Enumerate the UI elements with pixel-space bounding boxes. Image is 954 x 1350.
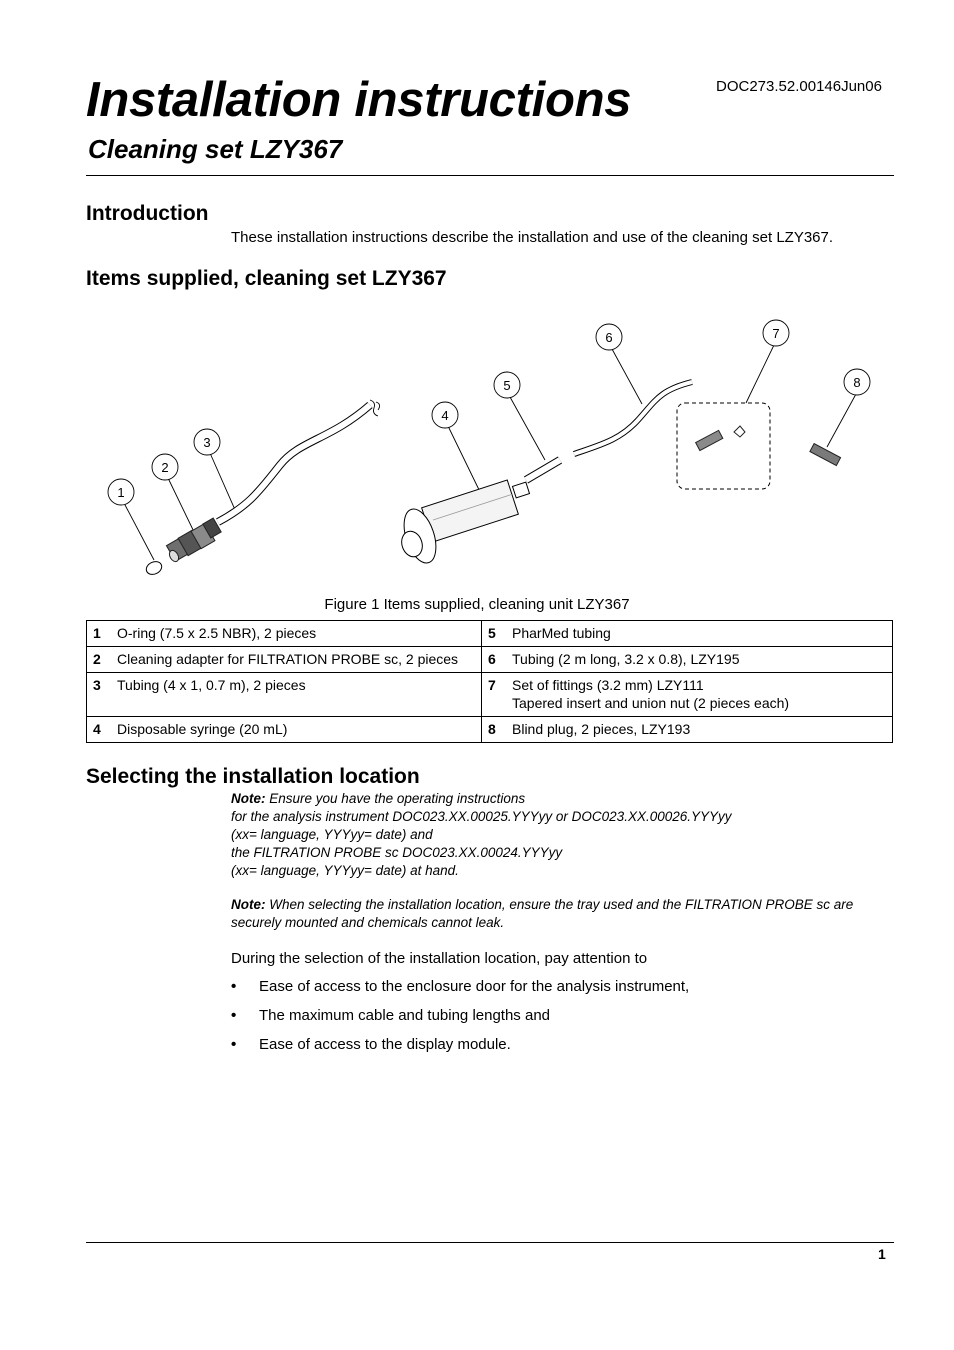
page-number: 1	[878, 1246, 886, 1262]
syringe-drawing	[398, 480, 529, 567]
items-table-body	[87, 621, 893, 743]
bullet-item	[231, 1036, 689, 1065]
item-description	[506, 673, 893, 717]
note-line: for the analysis instrument DOC023.XX.00025.YYYyy or DOC023.XX.00026.YYYyy	[231, 809, 732, 824]
tubing-6-outer	[574, 382, 692, 454]
bullet-text: Ease of access to the display module.	[259, 1036, 511, 1053]
callout-1: 1	[117, 485, 125, 500]
callout-8: 8	[853, 375, 861, 390]
item-number: 2	[87, 647, 112, 673]
location-bullet-list	[231, 978, 689, 1065]
callout-circles	[108, 320, 870, 505]
callout-4: 4	[441, 408, 449, 423]
introduction-text: These installation instructions describe the installation and use of the cleaning set LZY367.	[231, 229, 834, 246]
note-line: (xx= language, YYYyy= date) and	[231, 827, 433, 842]
item-description	[111, 717, 482, 743]
item-description-line: Blind plug, 2 pieces, LZY193	[512, 721, 691, 737]
o-ring-drawing	[144, 559, 164, 577]
note-line: When selecting the installation location, ensure the tray used and the FILTRATION PROBE sc are	[269, 897, 854, 912]
header-divider	[86, 175, 894, 176]
page-subtitle: Cleaning set LZY367	[88, 134, 343, 164]
items-heading: Items supplied, cleaning set LZY367	[86, 267, 447, 290]
footer-divider	[86, 1242, 894, 1243]
items-figure	[90, 310, 880, 592]
item-number: 6	[482, 647, 507, 673]
note-label: Note:	[231, 897, 266, 912]
callout-6: 6	[605, 330, 613, 345]
item-number: 3	[87, 673, 112, 717]
bullet-text: Ease of access to the enclosure door for the analysis instrument,	[259, 978, 690, 995]
location-heading: Selecting the installation location	[86, 765, 420, 788]
pharmed-tubing-inner	[526, 460, 560, 480]
item-description	[506, 647, 893, 673]
items-table-row	[87, 717, 893, 743]
item-number: 7	[482, 673, 507, 717]
figure-caption: Figure 1 Items supplied, cleaning unit LZY367	[324, 596, 630, 613]
items-table-row	[87, 673, 893, 717]
note-line: securely mounted and chemicals cannot leak.	[231, 915, 505, 930]
item-description-line: Tubing (2 m long, 3.2 x 0.8), LZY195	[512, 651, 740, 667]
blind-plug-drawing	[810, 444, 841, 466]
item-number: 4	[87, 717, 112, 743]
callout-7: 7	[772, 326, 780, 341]
bullet-symbol: •	[231, 978, 237, 995]
item-description-line: Tubing (4 x 1, 0.7 m), 2 pieces	[117, 677, 306, 693]
item-description-line: Tapered insert and union nut (2 pieces each)	[512, 695, 790, 711]
items-table	[86, 620, 893, 743]
items-table-row	[87, 647, 893, 673]
note-line: the FILTRATION PROBE sc DOC023.XX.00024.YYYyy	[231, 845, 563, 860]
tubing-3-inner	[218, 405, 370, 522]
page-title: Installation instructions	[86, 73, 632, 127]
item-description	[506, 621, 893, 647]
item-description-line: O-ring (7.5 x 2.5 NBR), 2 pieces	[117, 625, 317, 641]
fittings-box	[677, 403, 770, 489]
item-description	[111, 647, 482, 673]
item-number: 8	[482, 717, 507, 743]
callout-5: 5	[503, 378, 511, 393]
fittings-drawing	[696, 426, 745, 451]
bullet-text: The maximum cable and tubing lengths and	[259, 1007, 551, 1024]
item-description	[111, 673, 482, 717]
callout-leaders	[124, 345, 856, 560]
introduction-heading: Introduction	[86, 202, 209, 225]
item-number: 5	[482, 621, 507, 647]
document-code: DOC273.52.00146Jun06	[716, 78, 882, 95]
bullet-item	[231, 1007, 689, 1036]
callout-2: 2	[161, 460, 169, 475]
note-line: Ensure you have the operating instructions	[269, 791, 526, 806]
bullet-symbol: •	[231, 1007, 237, 1024]
note-line: (xx= language, YYYyy= date) at hand.	[231, 863, 459, 878]
bullet-item	[231, 978, 689, 1007]
note-operating-instructions	[231, 790, 901, 880]
cleaning-adapter-drawing	[166, 518, 221, 563]
note-label: Note:	[231, 791, 266, 806]
items-table-row	[87, 621, 893, 647]
item-description	[506, 717, 893, 743]
item-description-line: PharMed tubing	[512, 625, 611, 641]
location-intro: During the selection of the installation location, pay attention to	[231, 950, 648, 967]
bullet-symbol: •	[231, 1036, 237, 1053]
item-number: 1	[87, 621, 112, 647]
item-description	[111, 621, 482, 647]
note-mounting	[231, 896, 901, 932]
item-description-line: Cleaning adapter for FILTRATION PROBE sc, 2 pieces	[117, 651, 459, 667]
item-description-line: Disposable syringe (20 mL)	[117, 721, 288, 737]
callout-3: 3	[203, 435, 211, 450]
tubing-6-inner	[574, 382, 692, 454]
item-description-line: Set of fittings (3.2 mm) LZY111	[512, 677, 704, 693]
